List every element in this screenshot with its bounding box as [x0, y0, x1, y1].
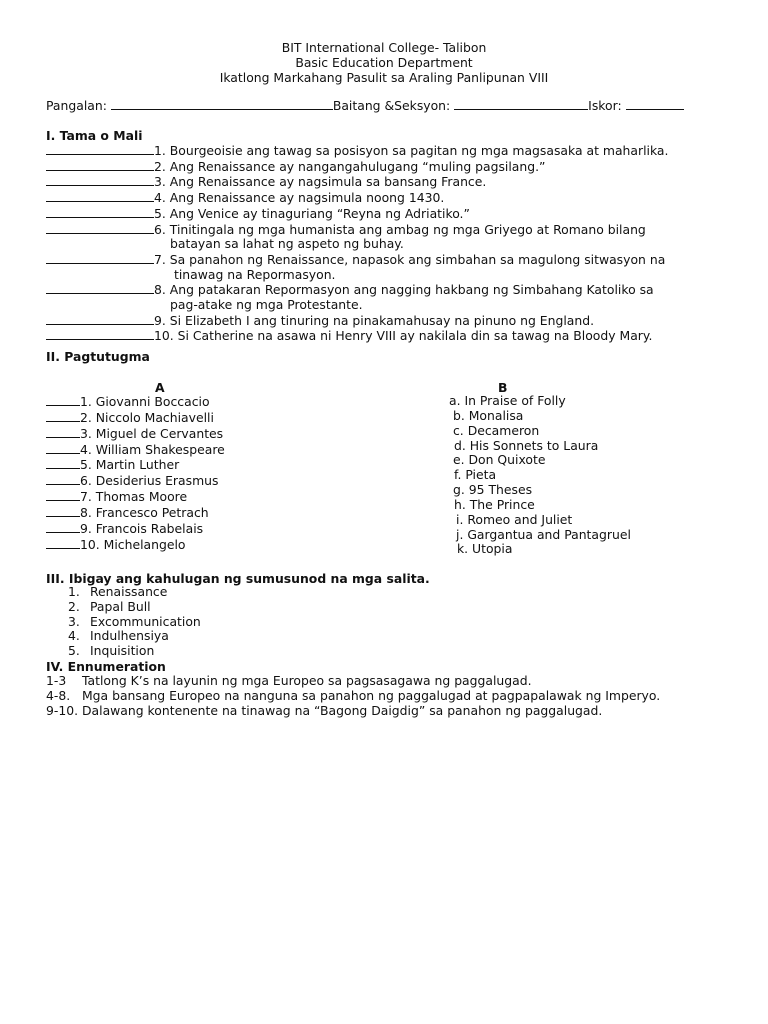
- statement-text: 8. Ang patakaran Repormasyon ang nagging hakbang ng Simbahang Katoliko sa: [154, 282, 654, 298]
- true-false-item: [46, 159, 668, 175]
- statement-text: 3. Ang Renaissance ay nagsimula sa bansang France.: [154, 174, 487, 190]
- answer-blank[interactable]: [46, 282, 154, 294]
- match-answer-blank[interactable]: [46, 521, 80, 533]
- statement-text: 2. Ang Renaissance ay nangangahulugang “muling pagsilang.”: [154, 158, 546, 174]
- name-blank[interactable]: [111, 98, 333, 110]
- column-a-header: A: [155, 380, 165, 395]
- answer-blank[interactable]: [46, 328, 154, 340]
- matching-item-b: k. Utopia: [457, 541, 513, 557]
- item-number: 5.: [68, 643, 80, 659]
- person-name: 4. William Shakespeare: [80, 441, 225, 457]
- matching-item-b: b. Monalisa: [453, 407, 524, 423]
- answer-blank[interactable]: [46, 222, 154, 234]
- true-false-item: [46, 252, 668, 268]
- definition-item: [68, 629, 201, 644]
- statement-continuation: batayan sa lahat ng aspeto ng buhay.: [170, 236, 404, 252]
- section4-title: IV. Ennumeration: [46, 659, 166, 674]
- match-answer-blank[interactable]: [46, 426, 80, 438]
- matching-item-a: [46, 521, 225, 537]
- enumeration-item: 4-8. Mga bansang Europeo na nanguna sa panahon ng paggalugad at pagpapalawak ng Imperyo.: [46, 687, 661, 703]
- person-name: 5. Martin Luther: [80, 457, 180, 473]
- answer-blank[interactable]: [46, 190, 154, 202]
- item-number: 1.: [68, 584, 80, 599]
- match-answer-blank[interactable]: [46, 457, 80, 469]
- matching-item-b: f. Pieta: [454, 467, 497, 483]
- matching-item-b: d. His Sonnets to Laura: [454, 437, 599, 453]
- statement-text: 5. Ang Venice ay tinaguriang “Reyna ng Adriatiko.”: [154, 205, 470, 221]
- person-name: 6. Desiderius Erasmus: [80, 473, 219, 489]
- term-text: Inquisition: [90, 643, 155, 659]
- true-false-list: [46, 143, 668, 344]
- matching-item-a: [46, 426, 225, 442]
- answer-blank[interactable]: [46, 206, 154, 218]
- document-header: [0, 40, 768, 85]
- statement-continuation: pag-atake ng mga Protestante.: [170, 297, 363, 313]
- statement-continuation: tinawag na Repormasyon.: [174, 266, 336, 282]
- match-answer-blank[interactable]: [46, 473, 80, 485]
- item-number: 2.: [68, 598, 80, 614]
- matching-column-a: [46, 394, 225, 552]
- matching-item-b: j. Gargantua and Pantagruel: [456, 526, 631, 542]
- matching-item-b: i. Romeo and Juliet: [456, 511, 573, 527]
- school-name: BIT International College- Talibon: [281, 40, 487, 55]
- person-name: 2. Niccolo Machiavelli: [80, 409, 214, 425]
- matching-column-b: [449, 394, 631, 557]
- statement-text: 10. Si Catherine na asawa ni Henry VIII ay nakilala din sa tawag na Bloody Mary.: [154, 328, 653, 344]
- matching-item-b: g. 95 Theses: [453, 482, 533, 498]
- section-blank[interactable]: [454, 98, 588, 110]
- section-label: Baitang &Seksyon:: [332, 98, 451, 113]
- enumeration-item: 9-10. Dalawang kontenente na tinawag na “Bagong Daigdig” sa panahon ng paggalugad.: [46, 702, 603, 718]
- matching-item-b: c. Decameron: [453, 422, 540, 438]
- statement-text: 6. Tinitingala ng mga humanista ang ambag ng mga Griyego at Romano bilang: [154, 221, 646, 237]
- matching-item-a: [46, 537, 225, 553]
- definition-item: [68, 644, 201, 659]
- matching-item-a: [46, 473, 225, 489]
- person-name: 10. Michelangelo: [80, 536, 186, 552]
- definition-item: [68, 615, 201, 630]
- column-b-header: B: [498, 380, 508, 395]
- match-answer-blank[interactable]: [46, 505, 80, 517]
- section3-title: III. Ibigay ang kahulugan ng sumusunod na mga salita.: [46, 571, 430, 586]
- matching-item-b: a. In Praise of Folly: [449, 393, 566, 408]
- section1-title: I. Tama o Mali: [46, 128, 143, 143]
- term-text: Indulhensiya: [90, 628, 169, 644]
- matching-item-a: [46, 489, 225, 505]
- person-name: 1. Giovanni Boccacio: [80, 394, 210, 409]
- matching-item-a: [46, 394, 225, 410]
- matching-item-a: [46, 442, 225, 458]
- definition-list: [68, 585, 201, 659]
- person-name: 7. Thomas Moore: [80, 489, 188, 505]
- person-name: 9. Francois Rabelais: [80, 520, 204, 536]
- match-answer-blank[interactable]: [46, 410, 80, 422]
- statement-text: 9. Si Elizabeth I ang tinuring na pinakamahusay na pinuno ng England.: [154, 312, 595, 328]
- definition-item: [68, 600, 201, 615]
- answer-blank[interactable]: [46, 252, 154, 264]
- student-info-line: [46, 98, 684, 113]
- department-name: Basic Education Department: [295, 55, 473, 70]
- matching-item-a: [46, 457, 225, 473]
- name-label: Pangalan:: [46, 98, 107, 113]
- exam-title: Ikatlong Markahang Pasulit sa Araling Panlipunan VIII: [219, 70, 549, 85]
- true-false-item: [46, 143, 668, 159]
- enumeration-list: [46, 674, 660, 718]
- matching-item-b: e. Don Quixote: [453, 452, 546, 468]
- term-text: Excommunication: [90, 613, 201, 629]
- match-answer-blank[interactable]: [46, 537, 80, 549]
- term-text: Renaissance: [90, 584, 168, 599]
- true-false-item: [46, 328, 668, 344]
- term-text: Papal Bull: [90, 598, 151, 614]
- true-false-item: [46, 206, 668, 222]
- statement-text: 4. Ang Renaissance ay nagsimula noong 1430.: [154, 190, 445, 206]
- true-false-item: [46, 282, 668, 298]
- matching-item-a: [46, 410, 225, 426]
- score-label: Iskor:: [588, 98, 622, 113]
- matching-item-a: [46, 505, 225, 521]
- enumeration-item: 1-3 Tatlong K’s na layunin ng mga Europeo sa pagsasagawa ng paggalugad.: [46, 673, 532, 688]
- score-blank[interactable]: [626, 98, 684, 110]
- statement-text: 7. Sa panahon ng Renaissance, napasok ang simbahan sa magulong sitwasyon na: [154, 251, 666, 267]
- definition-item: [68, 585, 201, 600]
- answer-blank[interactable]: [46, 313, 154, 325]
- answer-blank[interactable]: [46, 174, 154, 186]
- match-answer-blank[interactable]: [46, 394, 80, 406]
- answer-blank[interactable]: [46, 159, 154, 171]
- statement-text: 1. Bourgeoisie ang tawag sa posisyon sa pagitan ng mga magsasaka at maharlika.: [154, 143, 669, 158]
- person-name: 8. Francesco Petrach: [80, 504, 209, 520]
- match-answer-blank[interactable]: [46, 489, 80, 501]
- answer-blank[interactable]: [46, 143, 154, 155]
- true-false-item: [46, 222, 668, 238]
- item-number: 3.: [68, 613, 80, 629]
- true-false-item: [46, 313, 668, 329]
- matching-item-b: h. The Prince: [454, 496, 535, 512]
- person-name: 3. Miguel de Cervantes: [80, 425, 224, 441]
- item-number: 4.: [68, 628, 80, 644]
- true-false-item: [46, 190, 668, 206]
- true-false-item: [46, 174, 668, 190]
- match-answer-blank[interactable]: [46, 442, 80, 454]
- section2-title: II. Pagtutugma: [46, 349, 150, 364]
